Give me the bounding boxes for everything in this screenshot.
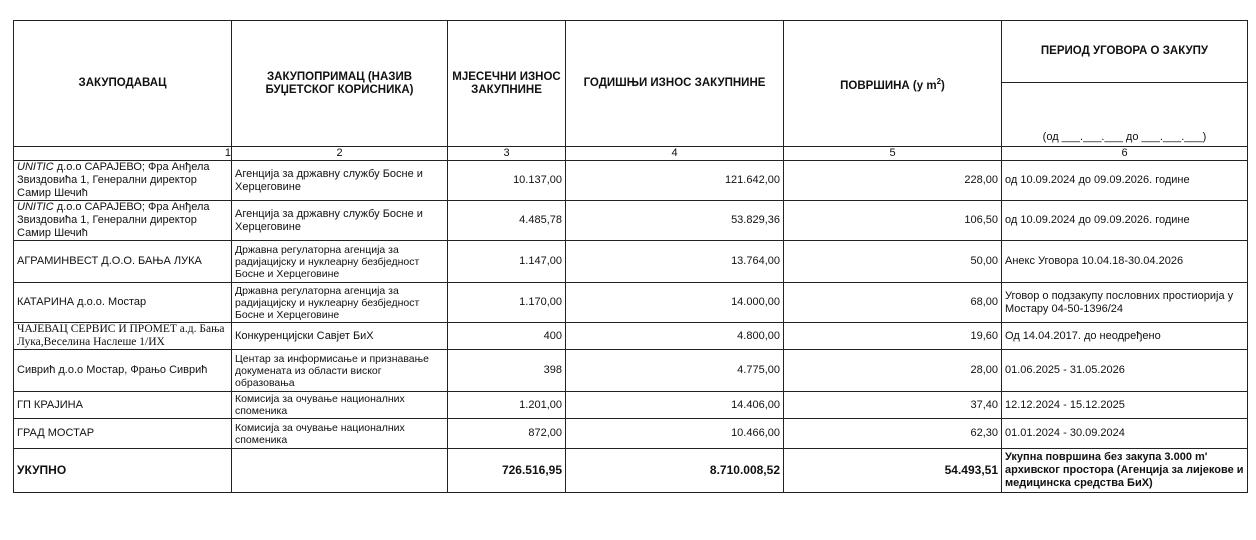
header-area-sup: 2	[936, 76, 942, 86]
cell-annual: 10.466,00	[566, 419, 784, 449]
lessor-text: Сиврић д.о.о Мостар, Фрањо Сиврић	[17, 364, 208, 376]
cell-area: 62,30	[784, 419, 1002, 449]
cell-area: 28,00	[784, 350, 1002, 392]
header-area-suffix: )	[941, 79, 945, 92]
header-period-format: (од ___.___.___ до ___.___.___)	[1002, 83, 1248, 147]
header-period: ПЕРИОД УГОВОРА О ЗАКУПУ	[1002, 21, 1248, 83]
cell-annual: 4.775,00	[566, 350, 784, 392]
column-number: 6	[1002, 147, 1248, 161]
cell-lessee: Комисија за очување националних споменика	[232, 392, 448, 419]
cell-annual: 53.829,36	[566, 201, 784, 241]
cell-period: Анекс Уговора 10.04.18-30.04.2026	[1002, 241, 1248, 283]
column-number-row	[14, 147, 1248, 161]
cell-lessor	[14, 323, 232, 350]
cell-annual: 14.000,00	[566, 283, 784, 323]
cell-lessor	[14, 283, 232, 323]
cell-annual: 4.800,00	[566, 323, 784, 350]
header-area	[784, 21, 1002, 147]
cell-area: 19,60	[784, 323, 1002, 350]
cell-period: 12.12.2024 - 15.12.2025	[1002, 392, 1248, 419]
cell-area: 228,00	[784, 161, 1002, 201]
cell-monthly: 1.201,00	[448, 392, 566, 419]
table-row	[14, 419, 1248, 449]
total-monthly: 726.516,95	[448, 449, 566, 493]
table-row	[14, 323, 1248, 350]
header-lessor: ЗАКУПОДАВАЦ	[14, 21, 232, 147]
cell-area: 106,50	[784, 201, 1002, 241]
cell-lessor	[14, 201, 232, 241]
cell-annual: 14.406,00	[566, 392, 784, 419]
header-monthly: МЈЕСЕЧНИ ИЗНОС ЗАКУПНИНЕ	[448, 21, 566, 147]
cell-lessor	[14, 350, 232, 392]
total-area: 54.493,51	[784, 449, 1002, 493]
cell-monthly: 400	[448, 323, 566, 350]
cell-monthly: 10.137,00	[448, 161, 566, 201]
column-number: 2	[232, 147, 448, 161]
total-period-note: Укупна површина без закупа 3.000 m' архивског простора (Агенција за лијекове и медицинска средства БиХ)	[1002, 449, 1248, 493]
cell-period: од 10.09.2024 до 09.09.2026. године	[1002, 201, 1248, 241]
header-annual: ГОДИШЊИ ИЗНОС ЗАКУПНИНЕ	[566, 21, 784, 147]
cell-lessee: Центар за информисање и признавање докумената из области виског образовања	[232, 350, 448, 392]
cell-monthly: 1.147,00	[448, 241, 566, 283]
header-area-prefix: ПОВРШИНА (у m	[840, 79, 937, 92]
cell-lessee: Државна регулаторна агенција за радијацијску и нуклеарну безбједност Босне и Херцеговине	[232, 241, 448, 283]
lessor-text: ГП КРАЈИНА	[17, 398, 83, 411]
table-row	[14, 201, 1248, 241]
cell-lessor	[14, 241, 232, 283]
cell-monthly: 398	[448, 350, 566, 392]
table-row	[14, 283, 1248, 323]
cell-lessee: Државна регулаторна агенција за радијацијску и нуклеарну безбједност Босне и Херцеговине	[232, 283, 448, 323]
column-number: 3	[448, 147, 566, 161]
table-row	[14, 161, 1248, 201]
cell-lessee: Конкуренцијски Савјет БиХ	[232, 323, 448, 350]
cell-area: 68,00	[784, 283, 1002, 323]
cell-period: Уговор о подзакупу пословних простиорија у Мостару 04-50-1396/24	[1002, 283, 1248, 323]
cell-period: од 10.09.2024 до 09.09.2026. године	[1002, 161, 1248, 201]
column-number: 4	[566, 147, 784, 161]
cell-area: 50,00	[784, 241, 1002, 283]
table-row	[14, 241, 1248, 283]
total-lessee	[232, 449, 448, 493]
cell-period: 01.06.2025 - 31.05.2026	[1002, 350, 1248, 392]
cell-lessee: Агенција за државну службу Босне и Херцеговине	[232, 201, 448, 241]
cell-lessor	[14, 419, 232, 449]
cell-monthly: 1.170,00	[448, 283, 566, 323]
lessor-text: д.о.о САРАЈЕВО; Фра Анђела Звиздовића 1, Генерални директор Самир Шечић	[17, 161, 210, 199]
column-number: 1	[14, 147, 232, 161]
cell-area: 37,40	[784, 392, 1002, 419]
total-row	[14, 449, 1248, 493]
total-annual: 8.710.008,52	[566, 449, 784, 493]
cell-lessee: Комисија за очување националних споменика	[232, 419, 448, 449]
cell-lessee: Агенција за државну службу Босне и Херцеговине	[232, 161, 448, 201]
lessor-italic: UNITIC	[17, 161, 54, 173]
cell-period: 01.01.2024 - 30.09.2024	[1002, 419, 1248, 449]
lessor-text: АГРАМИНВЕСТ Д.О.О. БАЊА ЛУКА	[17, 255, 202, 267]
cell-annual: 13.764,00	[566, 241, 784, 283]
cell-monthly: 872,00	[448, 419, 566, 449]
cell-lessor	[14, 161, 232, 201]
cell-monthly: 4.485,78	[448, 201, 566, 241]
total-label: УКУПНО	[14, 449, 232, 493]
lessor-text: ЧАЈЕВАЦ СЕРВИС И ПРОМЕТ а.д. Бања Лука,Веселина Наслеше 1/ИХ	[17, 323, 225, 348]
lessor-italic: UNITIC	[17, 201, 54, 213]
lessor-text: КАТАРИНА д.о.о. Мостар	[17, 296, 147, 308]
cell-period: Од 14.04.2017. до неодређено	[1002, 323, 1248, 350]
lessor-text: ГРАД МОСТАР	[17, 427, 95, 439]
column-number: 5	[784, 147, 1002, 161]
lessor-text: д.о.о САРАЈЕВО; Фра Анђела Звиздовића 1, Генерални директор Самир Шечић	[17, 201, 210, 239]
cell-lessor	[14, 392, 232, 419]
header-lessee: ЗАКУПОПРИМАЦ (НАЗИВ БУЏЕТСКОГ КОРИСНИКА)	[232, 21, 448, 147]
table-row	[14, 350, 1248, 392]
lease-table	[13, 20, 1248, 493]
table-row	[14, 392, 1248, 419]
cell-annual: 121.642,00	[566, 161, 784, 201]
